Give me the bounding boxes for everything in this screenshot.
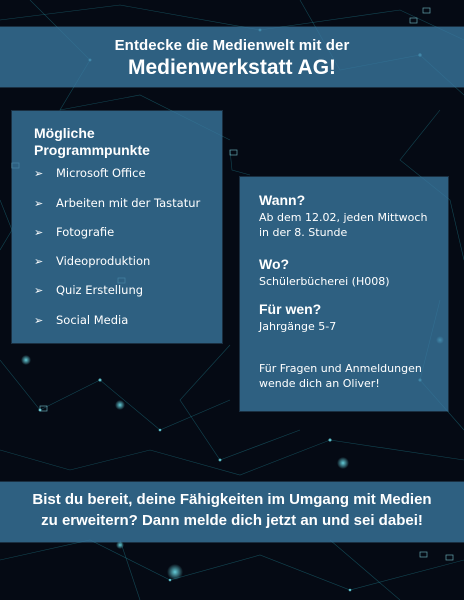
contact-line-1: Für Fragen und Anmeldungen xyxy=(259,362,422,375)
where-text: Schülerbücherei (H008) xyxy=(259,275,390,288)
list-item xyxy=(34,225,114,239)
contact-line-2: wende dich an Oliver! xyxy=(259,377,380,390)
programs-heading xyxy=(34,125,209,159)
programs-heading-line-1: Mögliche xyxy=(34,125,95,141)
footer-line-1: Bist du bereit, deine Fähigkeiten im Umgang mit Medien xyxy=(32,491,432,508)
list-item xyxy=(34,254,150,268)
arrow-bullet-icon: ➢ xyxy=(34,226,44,239)
when-line-1: Ab dem 12.02, jeden Mittwoch xyxy=(259,211,428,224)
arrow-bullet-icon: ➢ xyxy=(34,314,44,327)
arrow-bullet-icon: ➢ xyxy=(34,167,44,180)
who-label: Für wen? xyxy=(259,301,322,317)
contact-text xyxy=(259,361,444,391)
info-panel xyxy=(240,177,448,411)
who-text: Jahrgänge 5-7 xyxy=(259,320,337,333)
when-label: Wann? xyxy=(259,192,306,208)
arrow-bullet-icon: ➢ xyxy=(34,255,44,268)
programs-heading-line-2: Programmpunkte xyxy=(34,142,150,158)
list-item-label: Videoproduktion xyxy=(56,254,151,268)
list-item xyxy=(34,283,143,297)
when-line-2: in der 8. Stunde xyxy=(259,226,348,239)
header-title: Medienwerkstatt AG! xyxy=(127,56,337,79)
list-item-label: Microsoft Office xyxy=(56,166,146,180)
when-text xyxy=(259,210,444,240)
list-item xyxy=(34,313,128,327)
arrow-bullet-icon: ➢ xyxy=(34,197,44,210)
list-item xyxy=(34,166,146,180)
list-item-label: Social Media xyxy=(56,313,129,327)
arrow-bullet-icon: ➢ xyxy=(34,284,44,297)
list-item-label: Fotografie xyxy=(56,225,115,239)
programs-panel xyxy=(12,111,222,343)
footer-banner xyxy=(0,482,464,542)
list-item-label: Arbeiten mit der Tastatur xyxy=(56,196,201,210)
list-item-label: Quiz Erstellung xyxy=(56,283,144,297)
header-line-1: Entdecke die Medienwelt mit der xyxy=(114,37,350,54)
footer-line-2: zu erweitern? Dann melde dich jetzt an und sei dabei! xyxy=(41,512,423,529)
where-label: Wo? xyxy=(259,256,290,272)
header-banner xyxy=(0,27,464,87)
list-item xyxy=(34,196,200,210)
